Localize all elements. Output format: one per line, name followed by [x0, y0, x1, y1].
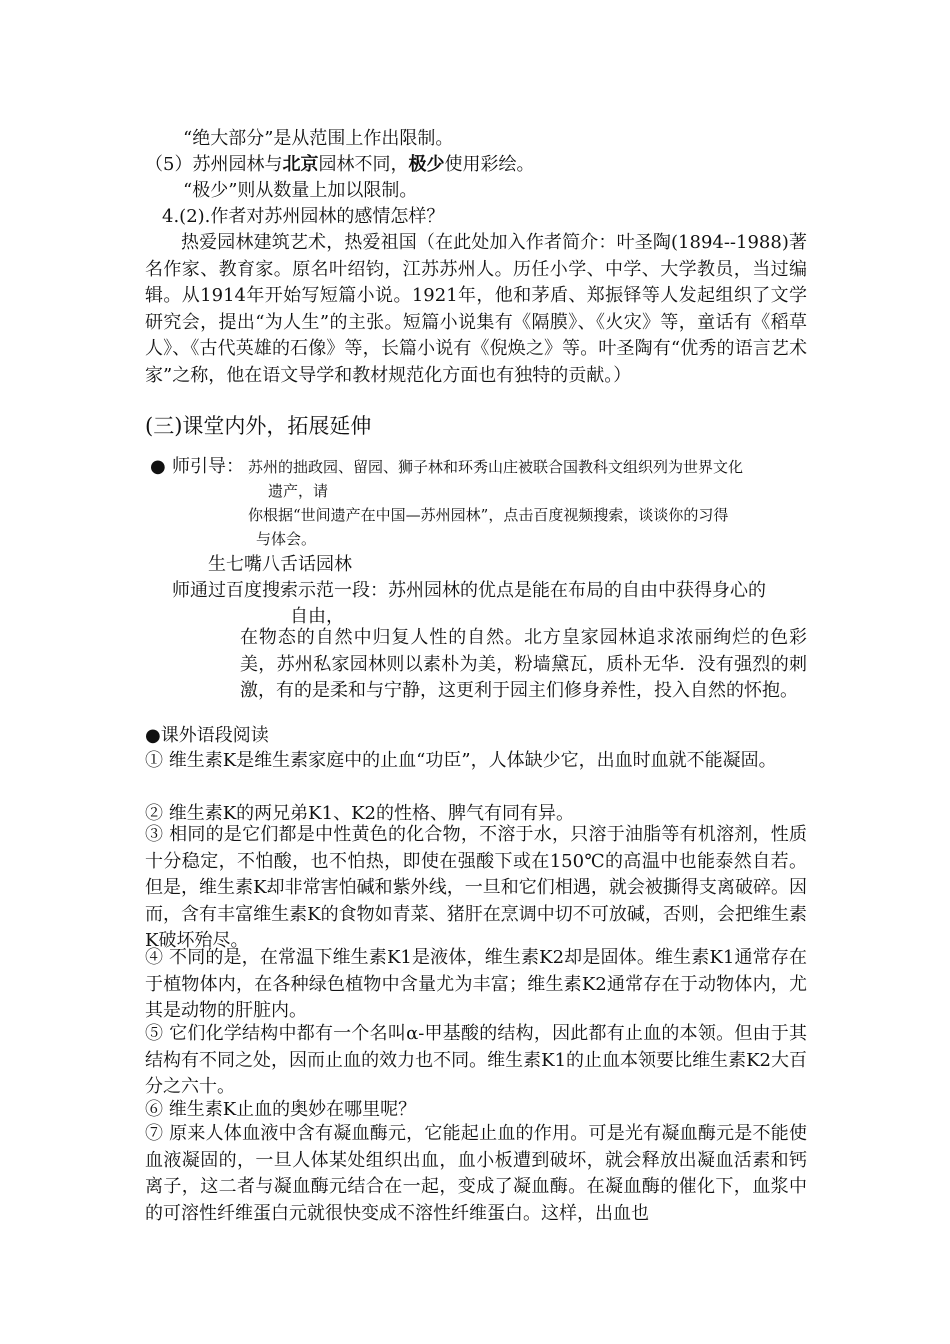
reading-paragraph-5: ⑤ 它们化学结构中都有一个名叫α-甲基酸的结构，因此都有止血的本领。但由于其结构有不同之处，因而止血的效力也不同。维生素K1的止血本领要比维生素K2大百分之六十。: [145, 1023, 807, 1098]
reading-paragraph-2: ② 维生素K的两兄弟K1、K2的性格、脾气有同有异。: [145, 803, 574, 824]
teacher-guide-text-2: 遗产，请: [268, 482, 329, 500]
reading-paragraph-3: ③ 相同的是它们都是中性黄色的化合物，不溶于水，只溶于油脂等有机溶剂，性质十分稳定，不怕酸，也不怕热，即使在强酸下或在150℃的高温中也能泰然自若。但是，维生素K却非常害怕碱和紫外线，一旦和它们相遇，就会被撕得支离破碎。因而，含有丰富维生素K的食物如青菜、猪肝在烹调中切不可放碱，否则，会把维生素K破坏殆尽。: [145, 824, 807, 952]
teacher-demo-line-1: 师通过百度搜索示范一段：苏州园林的优点是能在布局的自由中获得身心的: [172, 580, 766, 601]
point-5-middle: 园林不同，: [318, 154, 409, 175]
reading-paragraph-7: ⑦ 原来人体血液中含有凝血酶元，它能起止血的作用。可是光有凝血酶元是不能使血液凝固的，一旦人体某处组织出血，血小板遭到破坏，就会释放出凝血活素和钙离子，这二者与凝血酶元结合在一起，变成了凝血酶。在凝血酶的催化下，血浆中的可溶性纤维蛋白元就很快变成不溶性纤维蛋白。这样，出血也: [145, 1123, 807, 1224]
teacher-demo-line-2: 自由，: [290, 606, 344, 627]
point-5-suffix: 使用彩绘。: [444, 154, 535, 175]
teacher-guide-bullet: ●: [150, 456, 166, 477]
limit-quantity-line: “极少”则从数量上加以限制。: [183, 180, 418, 201]
student-discussion: 生七嘴八舌话园林: [208, 554, 352, 575]
reading-paragraph-6: ⑥ 维生素K止血的奥妙在哪里呢？: [145, 1099, 417, 1120]
teacher-guide-text-3: 你根据“世间遗产在中国—苏州园林”，点击百度视频搜索，谈谈你的习得: [248, 506, 729, 524]
teacher-guide-label: 师引导：: [172, 456, 244, 477]
teacher-guide-text-1: 苏州的拙政园、留园、狮子林和环秀山庄被联合国教科文组织列为世界文化: [248, 458, 744, 476]
reading-paragraph-1: ① 维生素K是维生素家庭中的止血“功臣”，人体缺少它，出血时血就不能凝固。: [145, 750, 777, 771]
teacher-guide-text-4: 与体会。: [256, 530, 317, 548]
author-intro-paragraph: 热爱园林建筑艺术，热爱祖国（在此处加入作者简介：叶圣陶(1894--1988)著名作家、教育家。原名叶绍钧，江苏苏州人。历任小学、中学、大学教员，当过编辑。从1914年开始写短篇小说。1921年，他和茅盾、郑振铎等人发起组织了文学研究会，提出“为人生”的主张。短篇小说集有《隔膜》、《火灾》等，童话有《稻草人》、《古代英雄的石像》等，长篇小说有《倪焕之》等。叶圣陶有“优秀的语言艺术家”之称，他在语文导学和教材规范化方面也有独特的贡献。）: [145, 232, 807, 386]
teacher-demo-paragraph: 在物态的自然中归复人性的自然。北方皇家园林追求浓丽绚烂的色彩美，苏州私家园林则以素朴为美，粉墙黛瓦，质朴无华．没有强烈的刺激，有的是柔和与宁静，这更利于园主们修身养性，投入自然的怀抱。: [240, 627, 807, 702]
question-4-2: 4.(2).作者对苏州园林的感情怎样？: [162, 206, 445, 227]
reading-title: ●课外语段阅读: [145, 725, 269, 746]
limit-scope-line: “绝大部分”是从范围上作出限制。: [183, 128, 454, 149]
jishao-bold: 极少: [408, 154, 445, 175]
point-5-line: [145, 152, 534, 178]
reading-paragraph-4: ④ 不同的是，在常温下维生素K1是液体，维生素K2却是固体。维生素K1通常存在于植物体内，在各种绿色植物中含量尤为丰富；维生素K2通常存在于动物体内，尤其是动物的肝脏内。: [145, 947, 807, 1022]
point-5-prefix: （5）苏州园林与: [145, 154, 283, 175]
beijing-bold: 北京: [282, 154, 319, 175]
section-title: (三)课堂内外，拓展延伸: [145, 414, 372, 438]
